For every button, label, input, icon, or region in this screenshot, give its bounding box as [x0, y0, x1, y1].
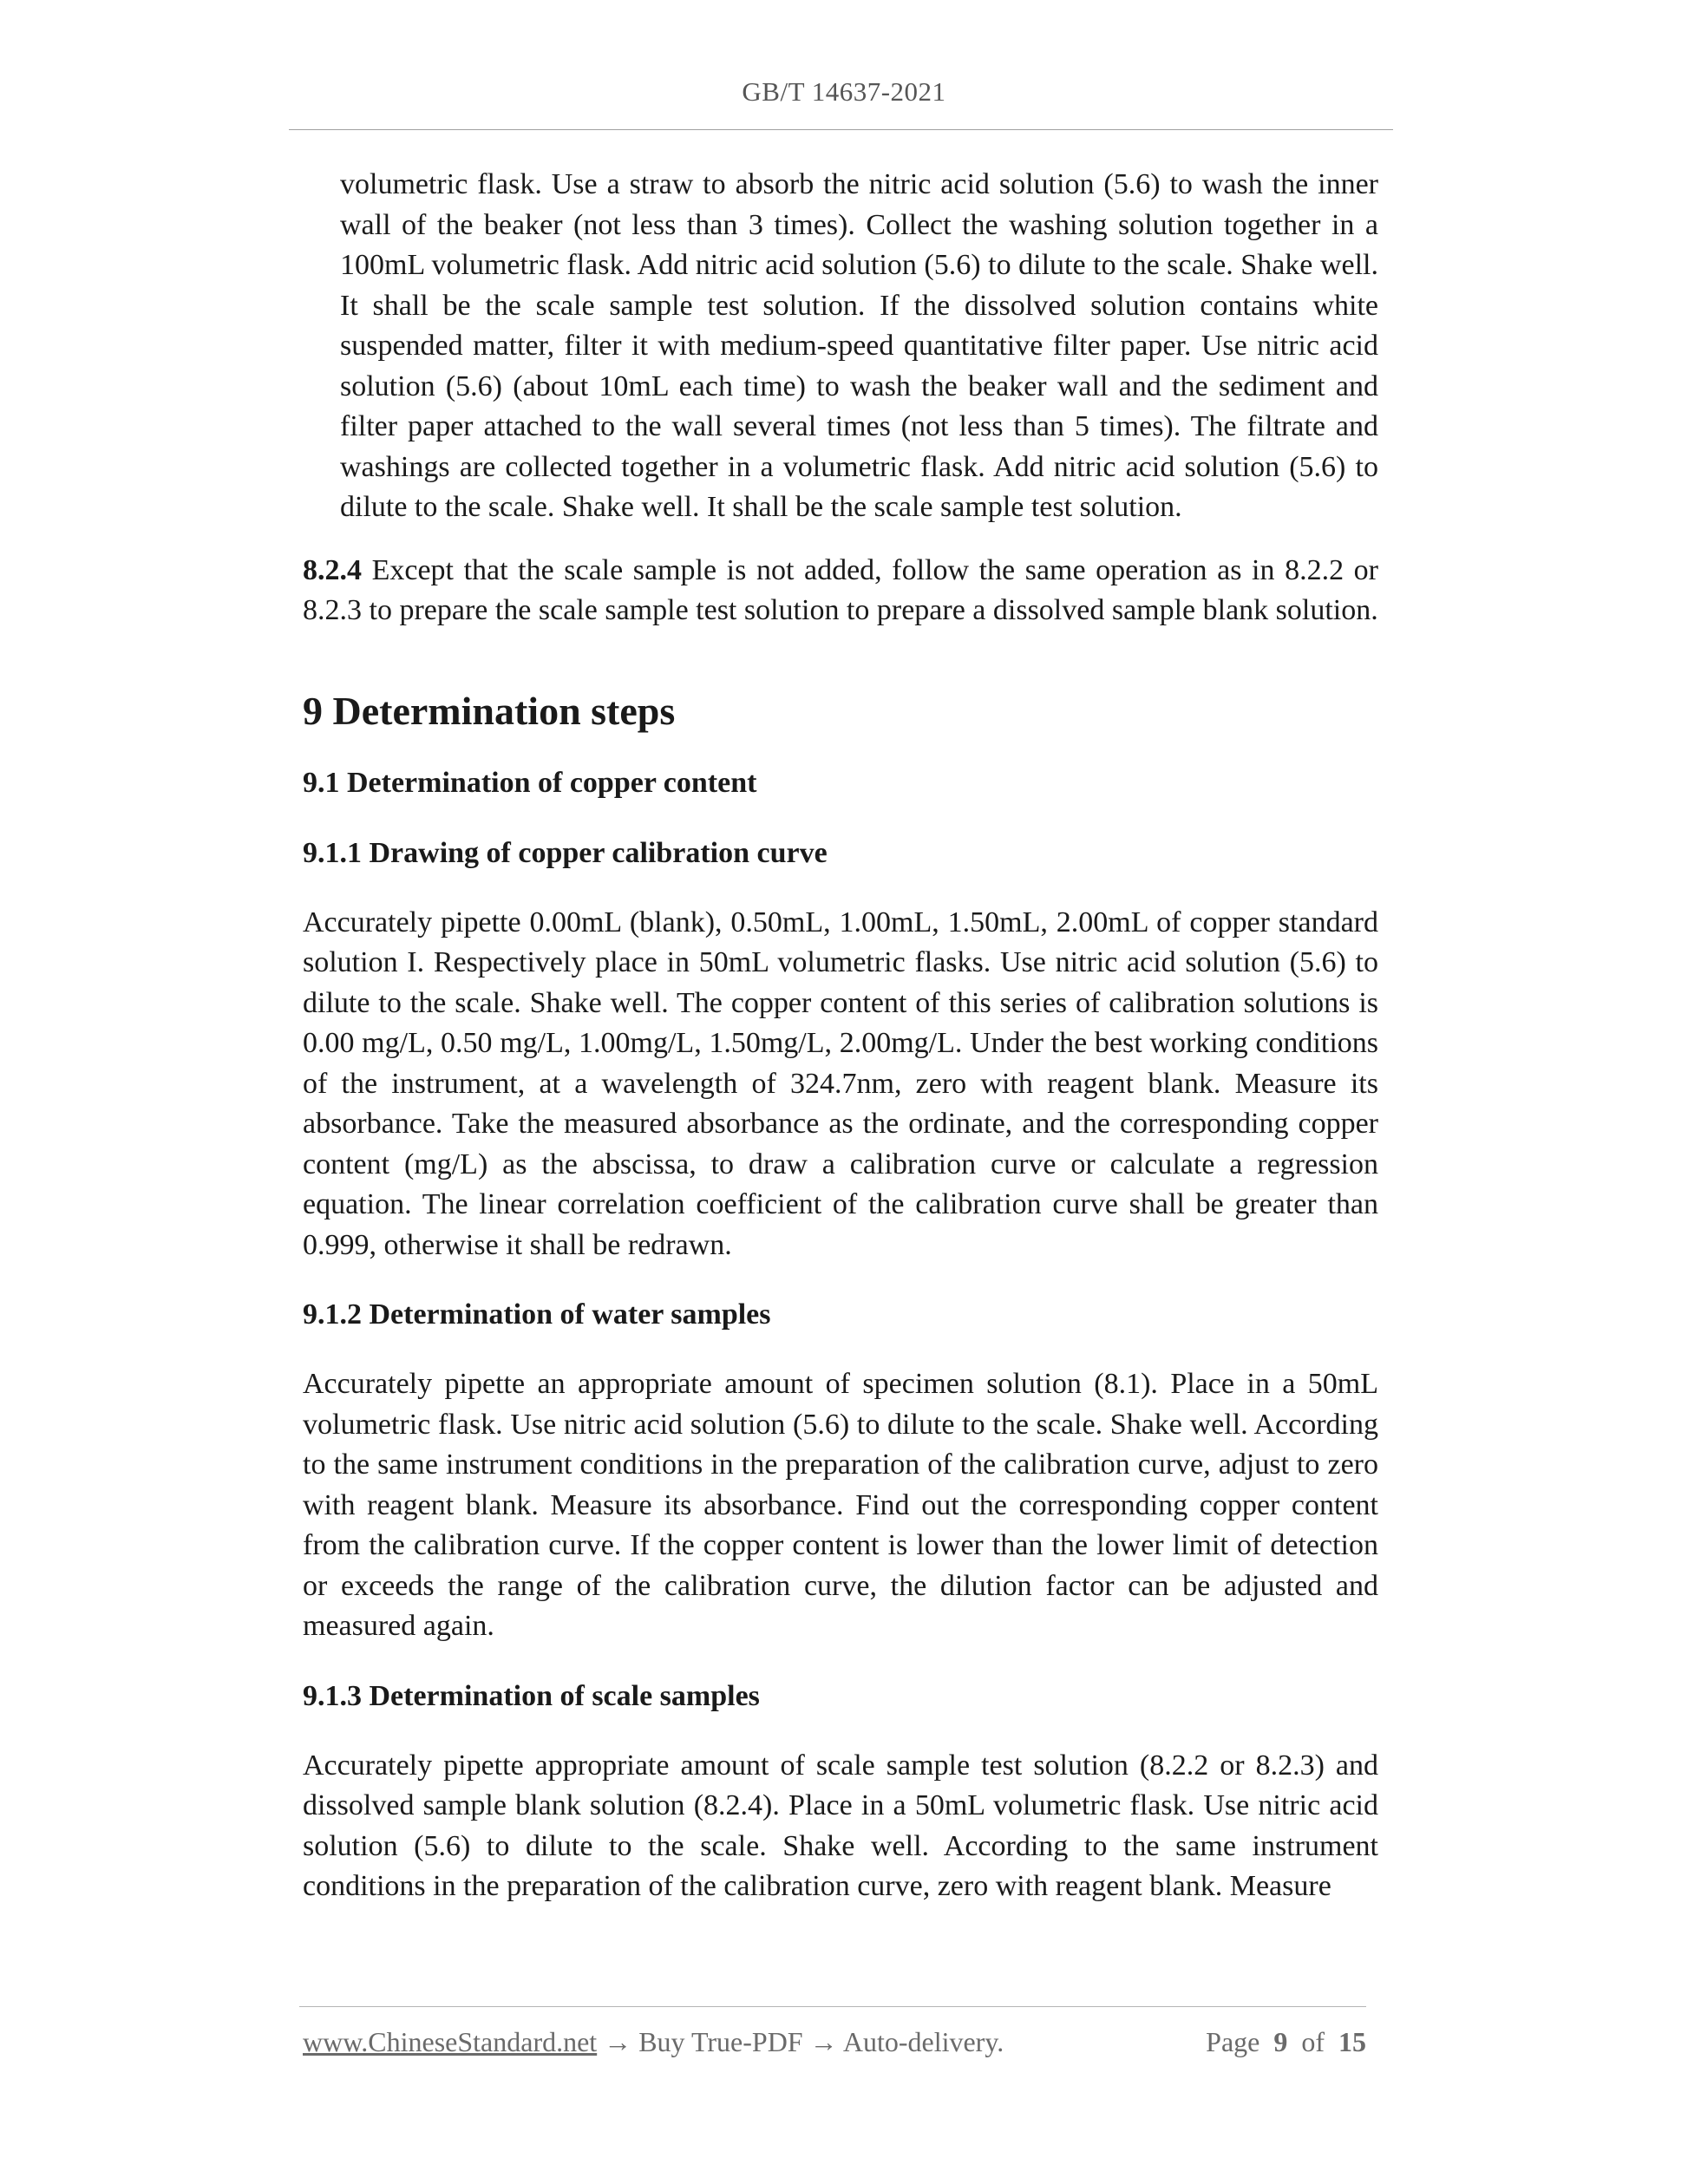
paragraph-9-1-3: Accurately pipette appropriate amount of scale sample test solution (8.2.2 or 8.2.3) and dissolved sample blank solution (8.2.4). Place in a 50mL volumetric flask. Use nitric acid solution (5.6) to dilute to the scale. Shake well. According to the same instrument conditions in the preparation of the calibration curve, zero with reagent blank. Measure [303, 1749, 1378, 1902]
paragraph-9-1-1: Accurately pipette 0.00mL (blank), 0.50mL, 1.00mL, 1.50mL, 2.00mL of copper standard solution I. Respectively place in 50mL volumetric flasks. Use nitric acid solution (5.6) to dilute to the scale. Shake well. The copper content of this series of calibration solutions is 0.00 mg/L, 0.50 mg/L, 1.00mg/L, 1.50mg/L, 2.00mg/L. Under the best working conditions of the instrument, at a wavelength of 324.7nm, zero with reagent blank. Measure its absorbance. Take the measured absorbance as the ordinate, and the corresponding copper content (mg/L) as the abscissa, to draw a calibration curve or calculate a regression equation. The linear correlation coefficient of the calibration curve shall be greater than 0.999, otherwise it shall be redrawn. [303, 906, 1378, 1261]
page-header: GB/T 14637-2021 [742, 76, 946, 107]
subsection-heading-9-1-1: 9.1.1 Drawing of copper calibration curve [303, 836, 828, 869]
header-divider [289, 129, 1393, 130]
page-content [303, 165, 1378, 1907]
total-pages: 15 [1338, 2026, 1366, 2057]
section-heading-9: 9 Determination steps [303, 688, 676, 733]
footer-promo-text: → Buy True-PDF → Auto-delivery. [597, 2026, 1004, 2057]
clause-number: 8.2.4 [303, 553, 362, 586]
page-footer [303, 2026, 1366, 2058]
current-page: 9 [1273, 2026, 1288, 2057]
paragraph-9-1-2: Accurately pipette an appropriate amount of specimen solution (8.1). Place in a 50mL volumetric flask. Use nitric acid solution (5.6) to dilute to the scale. Shake well. According to the same instrument conditions in the preparation of the calibration curve, adjust to zero with reagent blank. Measure its absorbance. Find out the corresponding copper content from the calibration curve. If the copper content is lower than the lower limit of detection or exceeds the range of the calibration curve, the dilution factor can be adjusted and measured again. [303, 1368, 1378, 1642]
clause-8-2-4 [303, 551, 1378, 631]
subsection-heading-9-1-2: 9.1.2 Determination of water samples [303, 1298, 771, 1331]
footer-divider [299, 2006, 1366, 2007]
subsection-heading-9-1: 9.1 Determination of copper content [303, 766, 757, 799]
chinesestandard-link[interactable]: www.ChineseStandard.net [303, 2026, 598, 2057]
subsection-heading-9-1-3: 9.1.3 Determination of scale samples [303, 1679, 760, 1712]
clause-text: Except that the scale sample is not added, follow the same operation as in 8.2.2 or 8.2.3 to prepare the scale sample test solution to prepare a dissolved sample blank solution. [303, 553, 1378, 626]
paragraph-continuation: volumetric flask. Use a straw to absorb the nitric acid solution (5.6) to wash the inner wall of the beaker (not less than 3 times). Collect the washing solution together in a 100mL volumetric flask. Add nitric acid solution (5.6) to dilute to the scale. Shake well. It shall be the scale sample test solution. If the dissolved solution contains white suspended matter, filter it with medium-speed quantitative filter paper. Use nitric acid solution (5.6) (about 10mL each time) to wash the beaker wall and the sediment and filter paper attached to the wall several times (not less than 5 times). The filtrate and washings are collected together in a volumetric flask. Add nitric acid solution (5.6) to dilute to the scale. Shake well. It shall be the scale sample test solution. [340, 168, 1378, 523]
footer-left [303, 2026, 1004, 2058]
page-number: Page 9 of 15 [1206, 2026, 1366, 2057]
